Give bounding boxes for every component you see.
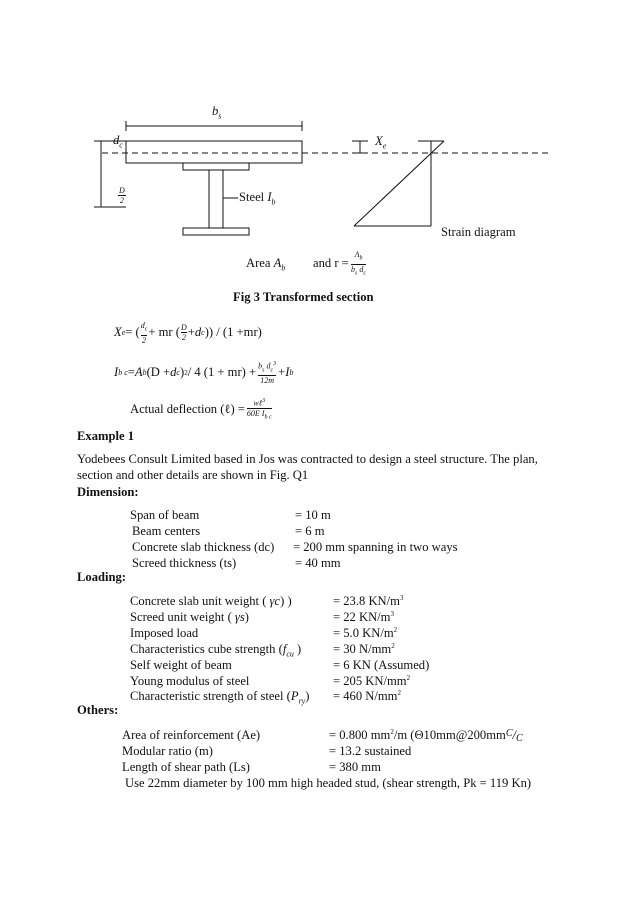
others-value: = 13.2 sustained xyxy=(329,744,412,758)
loading-heading: Loading: xyxy=(77,570,126,584)
loading-row: Young modulus of steel xyxy=(130,674,250,688)
r-fraction: $A_b$ $b_s$ $d_c$ xyxy=(351,250,367,277)
loading-value: = 205 $KN/mm^2$ xyxy=(333,674,411,689)
dimension-value: = 6 m xyxy=(295,524,325,538)
deflection-equation: Actual deflection (ℓ) = wℓ$^3$ 60E $I_{b c}$ xyxy=(130,398,272,421)
loading-row: Characteristic strength of steel $(P_{ry})$ xyxy=(130,689,310,706)
loading-value: = 30 $N/mm^2$ xyxy=(333,642,395,657)
steel-bottom-flange xyxy=(183,228,249,235)
loading-row: Screed unit weight ( γs) xyxy=(130,610,249,624)
loading-row: Concrete slab unit weight ( γc) ) xyxy=(130,594,292,608)
intro-line-2: section and other details are shown in Fig. Q1 xyxy=(77,468,309,482)
loading-row: Imposed load xyxy=(130,626,199,640)
area-ab-label: Area $A_b$ xyxy=(246,256,286,273)
xe-label: $X_e$ xyxy=(375,134,387,151)
bs-label: $b_s$ xyxy=(212,104,222,121)
intro-line-1: Yodebees Consult Limited based in Jos was contracted to design a steel structure. The plan, xyxy=(77,452,538,466)
loading-value: = 23.8 $KN/m^3$ xyxy=(333,594,404,609)
loading-value: = 6 KN (Assumed) xyxy=(333,658,430,672)
example-heading: Example 1 xyxy=(77,429,135,443)
others-value: = 0.800 $mm^2/m$ ($\Theta 10mm@200mm^C/C$ xyxy=(329,728,523,745)
others-last-line: Use 22mm diameter by 100 mm high headed stud, (shear strength, Pk = 119 Kn) xyxy=(125,776,532,790)
dimension-value: = 10 m xyxy=(295,508,331,522)
loading-value: = 5.0 $KN/m^2$ xyxy=(333,626,398,641)
concrete-slab xyxy=(126,141,302,163)
dimension-value: = 200 mm spanning in two ways xyxy=(293,540,458,554)
dimension-row: Span of beam xyxy=(130,508,200,522)
transformed-section-figure xyxy=(0,0,638,300)
steel-web xyxy=(209,170,223,228)
ibc-equation: I b c = A b (D + d c ) 2 / 4 (1 + mr) + $\frac{b_s d_c^3}{12m}$ + I b xyxy=(114,361,294,386)
others-row: Length of shear path (Ls) xyxy=(122,760,250,774)
loading-row: Self weight of beam xyxy=(130,658,232,672)
others-heading: Others: xyxy=(77,703,119,717)
dimension-row: Beam centers xyxy=(132,524,201,538)
steel-ib-label: Steel $I_b$ xyxy=(239,190,276,207)
others-row: Modular ratio (m) xyxy=(122,744,213,758)
others-value: = 380 mm xyxy=(329,760,381,774)
loading-row: Characteristics cube strength ($f_{cu}$ ) xyxy=(130,642,302,659)
dimension-value: = 40 mm xyxy=(295,556,341,570)
others-row: Area of reinforcement (Ae) xyxy=(122,728,261,742)
dimension-row: Concrete slab thickness (dc) xyxy=(132,540,275,554)
dimension-row: Screed thickness (ts) xyxy=(132,556,237,570)
strain-diagram-label: Strain diagram xyxy=(441,225,516,239)
dimension-heading: Dimension: xyxy=(77,485,139,499)
d-half-label: D 2 xyxy=(119,186,125,205)
loading-value: = 22 $KN/m^3$ xyxy=(333,610,394,625)
loading-value: = 460 $N/mm^2$ xyxy=(333,689,401,704)
figure-caption: Fig 3 Transformed section xyxy=(233,290,374,304)
r-formula: and r = xyxy=(313,256,349,270)
dc-label: $d_c$ xyxy=(113,133,123,150)
xe-equation: X e = ( $d_c$ 2 + mr ( D 2 + d c )) / (1 +mr) xyxy=(114,321,262,345)
steel-top-flange xyxy=(183,163,249,170)
